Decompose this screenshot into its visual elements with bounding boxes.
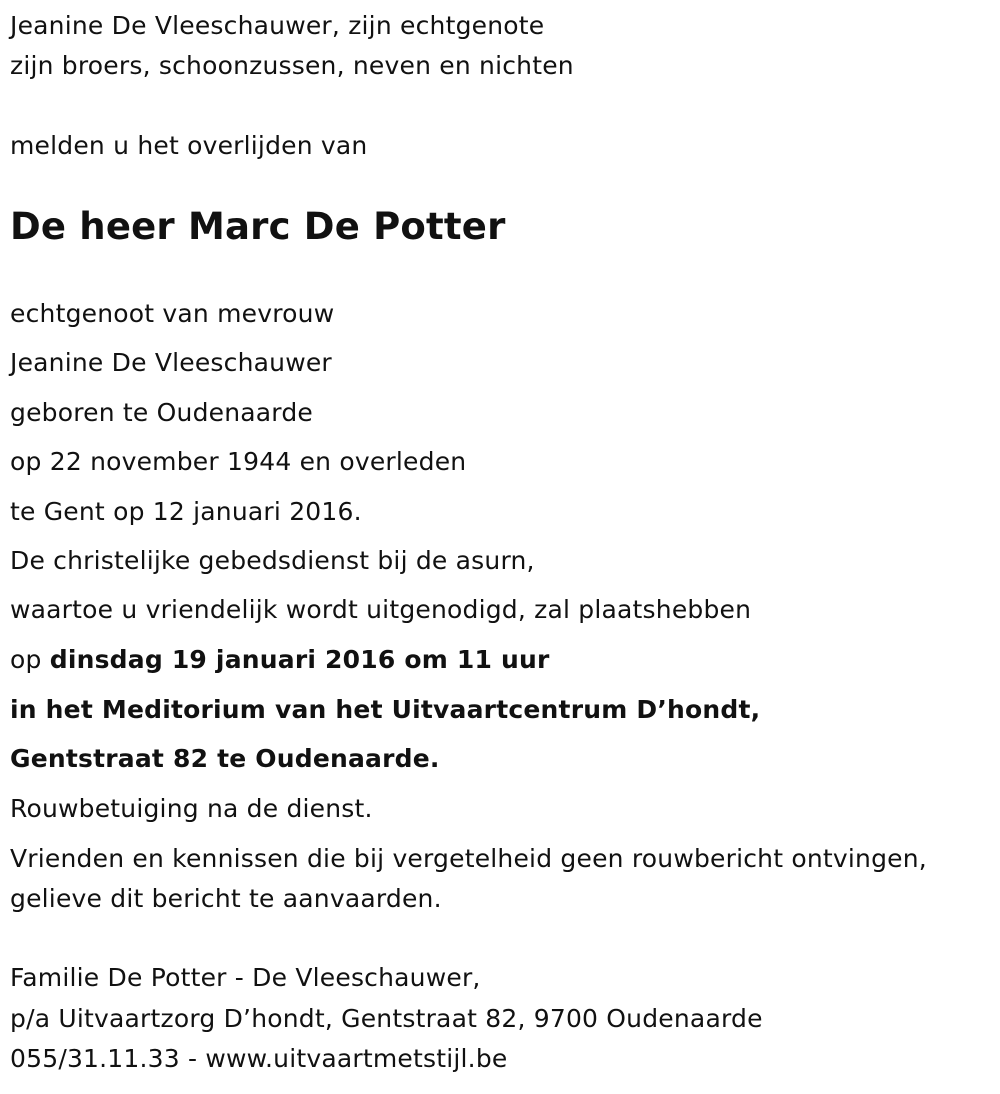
- birth-place: geboren te Oudenaarde: [10, 398, 313, 427]
- spouse-intro: echtgenoot van mevrouw: [10, 299, 335, 328]
- birth-date: op 22 november 1944 en overleden: [10, 447, 467, 476]
- service-intro: De christelijke gebedsdienst bij de asurn,: [10, 546, 535, 575]
- spouse-name: Jeanine De Vleeschauwer: [10, 348, 332, 377]
- phone-and-website: 055/31.11.33 - www.uitvaartmetstijl.be: [10, 1044, 508, 1073]
- deceased-name: De heer Marc De Potter: [10, 205, 506, 248]
- notice-line-1: Vrienden en kennissen die bij vergetelheid geen rouwbericht ontvingen,: [10, 844, 927, 873]
- service-venue: in het Meditorium van het Uitvaartcentrum D’hondt,: [10, 695, 761, 724]
- service-address: Gentstraat 82 te Oudenaarde.: [10, 744, 440, 773]
- service-date-prefix: op: [10, 645, 42, 674]
- funeral-home-address: p/a Uitvaartzorg D’hondt, Gentstraat 82, 9700 Oudenaarde: [10, 1004, 763, 1033]
- family-signature: Familie De Potter - De Vleeschauwer,: [10, 963, 481, 992]
- announcement-line: melden u het overlijden van: [10, 131, 368, 160]
- service-date: dinsdag 19 januari 2016 om 11 uur: [49, 645, 550, 674]
- condolence-line: Rouwbetuiging na de dienst.: [10, 794, 373, 823]
- intro-spouse-line: Jeanine De Vleeschauwer, zijn echtgenote: [10, 11, 545, 40]
- invitation-line: waartoe u vriendelijk wordt uitgenodigd, zal plaatshebben: [10, 595, 752, 624]
- intro-family-line: zijn broers, schoonzussen, neven en nichten: [10, 51, 574, 80]
- notice-line-2: gelieve dit bericht te aanvaarden.: [10, 884, 442, 913]
- service-date-line: [10, 647, 549, 672]
- death-details: te Gent op 12 januari 2016.: [10, 497, 362, 526]
